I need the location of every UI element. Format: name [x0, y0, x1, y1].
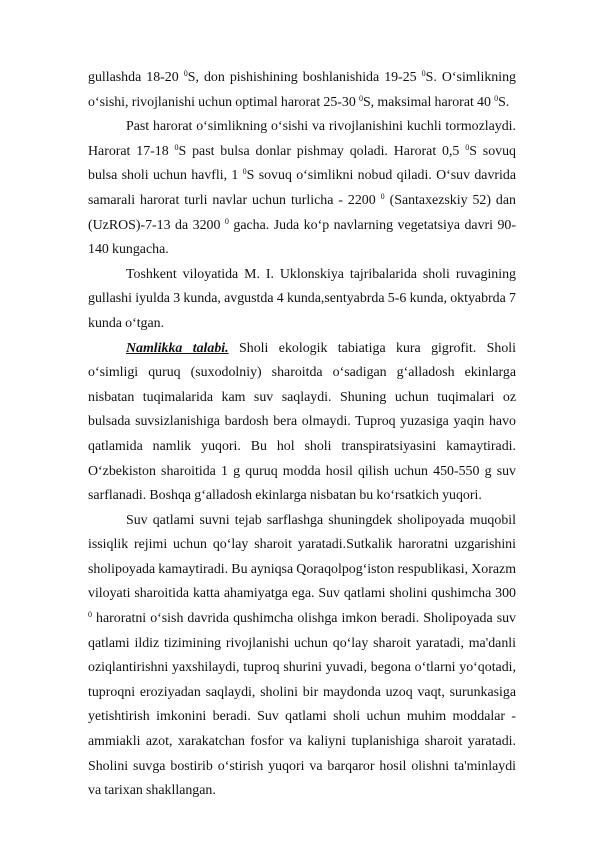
paragraph [88, 337, 516, 509]
degree-superscript: 0 [358, 93, 363, 103]
degree-superscript: 0 [494, 93, 499, 103]
text-run: gacha. Juda ko‘p navlarning vegetatsiya davri 90-140 kungacha. [88, 217, 517, 258]
text-run: S, don pishishining boshlanishida 19-25 [187, 70, 422, 85]
degree-superscript: 0 [421, 69, 426, 78]
section-heading: Namlikka talabi. [126, 340, 229, 356]
paragraph [88, 115, 516, 263]
paragraph [88, 263, 516, 337]
degree-superscript: 0 [224, 216, 229, 226]
text-run: Past harorat o‘simlikning o‘sishi va rivojlanishini kuchli tormozlaydi. Harorat 17-18 [88, 119, 516, 159]
document-body [88, 66, 516, 804]
degree-superscript: 0 [174, 142, 179, 152]
text-run: Toshkent viloyatida M. I. Uklonskiya tajribalarida sholi ruvagining gullashi iyulda 3 kunda, avgustda 4 kunda,sentyabrda 5-6 kunda, oktyabrda 7 kunda o‘tgan. [88, 266, 516, 331]
text-run: S. [498, 94, 510, 110]
text-run: Sholi ekologik tabiatiga kura gigrofit. Sholi o‘simligi quruq (suxodolniy) sharoitda o‘sadigan g‘alladosh ekinlarga nisbatan tuqimalarida kam suv saqlaydi. Shuning uchun tuqimalari oz bulsada suvsizlanishiga bardosh bera olmaydi. Tuproq yuzasiga yaqin havo qatlamida namlik yuqori. Bu hol sholi transpiratsiyasini kamaytiradi. O‘zbekiston sharoitida 1 g quruq modda hosil qilish uchun 450-550 g suv sarflanadi. Boshqa g‘alladosh ekinlarga nisbatan bu ko‘rsatkich yuqori. [88, 340, 516, 504]
paragraph [88, 509, 516, 804]
text-run: S past bulsa donlar pishmay qoladi. Harorat 0,5 [178, 143, 466, 159]
text-run: Suv qatlami suvni tejab sarflashga shuningdek sholipoyada muqobil issiqlik rejimi uchun qo‘lay sharoit yaratadi.Sutkalik haroratni uzgarishini sholipoyada kamaytiradi. Bu ayniqsa Qoraqolpog‘iston respublikasi, Xorazm viloyati sharoitida katta ahamiyatga ega. Suv qatlami sholini qushimcha 300 [88, 512, 516, 602]
degree-superscript: 0 [380, 191, 385, 201]
text-run: S, maksimal harorat 40 [362, 94, 495, 110]
degree-superscript: 0 [465, 142, 470, 152]
text-run: haroratni o‘sish davrida qushimcha olishga imkon beradi. Sholipoyada suv qatlami ildiz tizimining rivojlanishi uchun qo‘lay sharoit yaratadi, ma'danli oziqlantirishni yaxshilaydi, tuproq shurini yuvadi, begona o‘tlarni yo‘qotadi, tuproqni eroziyadan saqlaydi, sholini bir maydonda uzoq vaqt, surunkasiga yetishtirish imkonini beradi. Suv qatlami sholi uchun muhim moddalar - ammiakli azot, xarakatchan fosfor va kaliyni tuplanishiga sharoit yaratadi. Sholini suvga bostirib o‘stirish yuqori va barqaror hosil olishni ta'minlaydi va tarixan shakllangan. [88, 611, 516, 799]
degree-superscript: 0 [88, 610, 92, 620]
degree-superscript: 0 [183, 69, 188, 78]
text-run: S sovuq o‘simlikni nobud qiladi. O‘suv davrida samarali harorat turli navlar uchun turlicha - 2200 [88, 168, 517, 208]
text-run: S sovuq bulsa sholi uchun havfli, 1 [88, 143, 516, 184]
text-run: gullashda 18-20 [88, 70, 184, 85]
degree-superscript: 0 [242, 167, 247, 177]
paragraph [88, 66, 516, 115]
text-run: S. O‘simlikning o‘sishi, rivojlanishi uchun optimal harorat 25-30 [88, 70, 516, 110]
text-run: (Santaxezskiy 52) dan (UzROS)-7-13 da 3200 [88, 192, 516, 233]
